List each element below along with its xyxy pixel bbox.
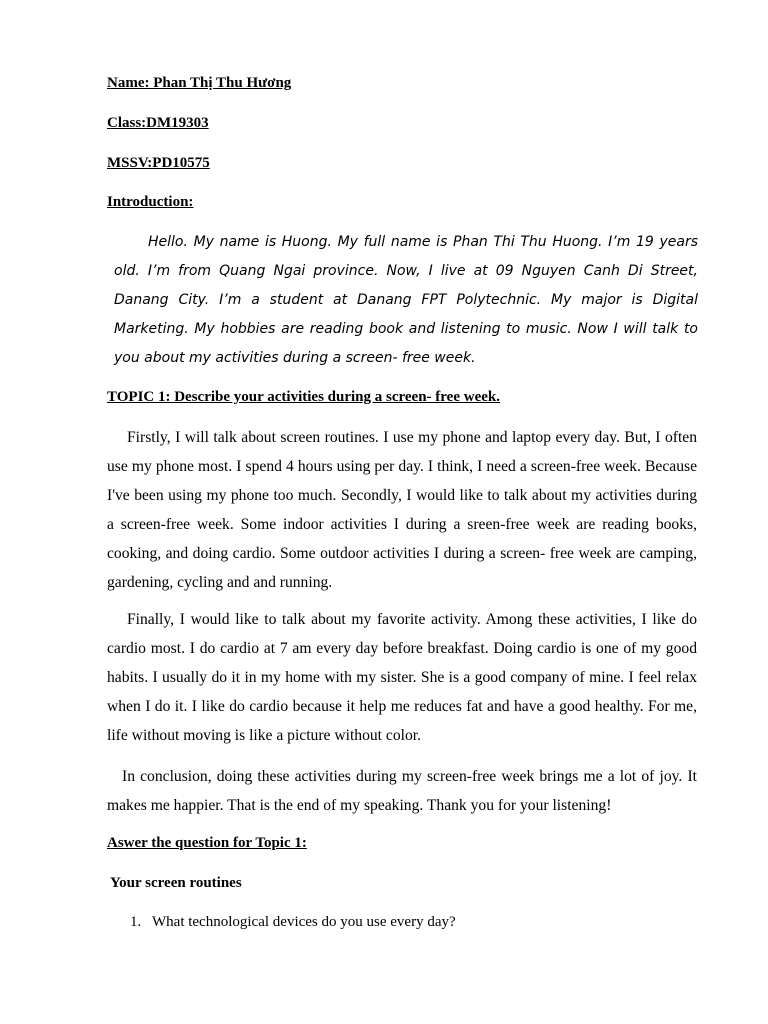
question-number: 1. [130, 914, 142, 930]
topic-1-paragraph-1: Firstly, I will talk about screen routines. I use my phone and laptop every day. But, I often use my phone most. I spend 4 hours using per day. I think, I need a screen-free week. Because I've been using my phone too much. Secondly, I would like to talk about my activities during a screen-free week. Some indoor activities I during a sreen-free week are reading books, cooking, and doing cardio. Some outdoor activities I during a screen- free week are camping, gardening, cycling and and running. [107, 429, 697, 591]
student-id: MSSV:PD10575 [107, 155, 210, 171]
introduction-heading: Introduction: [107, 194, 194, 210]
screen-routines-subheading: Your screen routines [110, 875, 242, 891]
topic-1-paragraph-2: Finally, I would like to talk about my favorite activity. Among these activities, I like do cardio most. I do cardio at 7 am every day before breakfast. Doing cardio is one of my good habits. I usually do it in my home with my sister. She is a good company of mine. I feel relax when I do it. I like do cardio because it help me reduces fat and have a good healthy. For me, life without moving is like a picture without color. [107, 611, 697, 744]
topic-1-paragraph-3: In conclusion, doing these activities during my screen-free week brings me a lot of joy. It makes me happier. That is the end of my speaking. Thank you for your listening! [107, 768, 697, 814]
question-text: What technological devices do you use every day? [152, 914, 456, 930]
student-name: Name: Phan Thị Thu Hương [107, 75, 292, 91]
student-class: Class:DM19303 [107, 115, 209, 131]
answer-heading: Aswer the question for Topic 1: [107, 835, 307, 851]
list-item [130, 912, 456, 932]
introduction-paragraph: Hello. My name is Huong. My full name is Phan Thi Thu Huong. I’m 19 years old. I’m from Quang Ngai province. Now, I live at 09 Nguyen Canh Di Street, Danang City. I’m a student at Danang FPT Polytechnic. My major is Digital Marketing. My hobbies are reading book and listening to music. Now I will talk to you about my activities during a screen- free week. [114, 234, 698, 366]
question-list [130, 912, 456, 932]
topic-1-heading: TOPIC 1: Describe your activities during a screen- free week. [107, 389, 500, 405]
